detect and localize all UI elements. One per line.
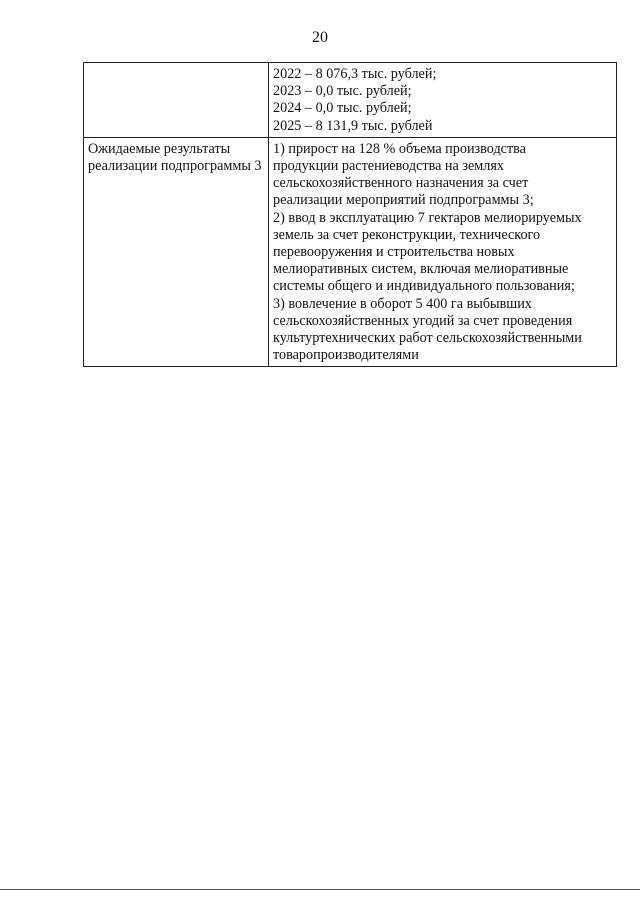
result-text-line: мелиоративных систем, включая мелиоративные [273,261,569,278]
page-number: 20 [312,29,328,46]
funding-line-2023: 2023 – 0,0 тыс. рублей; [273,83,412,100]
result-text-line: 3) вовлечение в оборот 5 400 га выбывших [273,295,532,312]
expected-results-label-line: Ожидаемые результаты [88,140,231,157]
result-text-line: сельскохозяйственного назначения за счет [273,175,529,192]
result-text-line: системы общего и индивидуального пользования; [273,278,575,295]
result-text-line: продукции растениеводства на землях [273,158,504,175]
funding-value-cell [269,63,617,138]
funding-line-2025: 2025 – 8 131,9 тыс. рублей [273,117,433,134]
result-text-line: культуртехнических работ сельскохозяйственными [273,330,582,347]
expected-results-value-cell [269,137,617,367]
result-text-line: 1) прирост на 128 % объема производства [273,140,526,157]
table-row-funding [84,63,617,138]
result-text-line: сельскохозяйственных угодий за счет проведения [273,312,573,329]
result-text-line: земель за счет реконструкции, технического [273,226,541,243]
result-text-line: товаропроизводителями [273,347,419,364]
funding-label-cell [84,63,269,138]
result-text-line: перевооружения и строительства новых [273,244,515,261]
table-row-expected-results [84,137,617,367]
page-bottom-rule [0,889,640,890]
funding-line-2022: 2022 – 8 076,3 тыс. рублей; [273,66,437,82]
result-text-line: 2) ввод в эксплуатацию 7 гектаров мелиорируемых [273,209,582,226]
expected-results-label-cell [84,137,269,367]
expected-results-label-line: реализации подпрограммы 3 [88,158,262,175]
result-text-line: реализации мероприятий подпрограммы 3; [273,192,534,209]
subprogram-passport-table [83,62,617,367]
funding-line-2024: 2024 – 0,0 тыс. рублей; [273,100,412,117]
